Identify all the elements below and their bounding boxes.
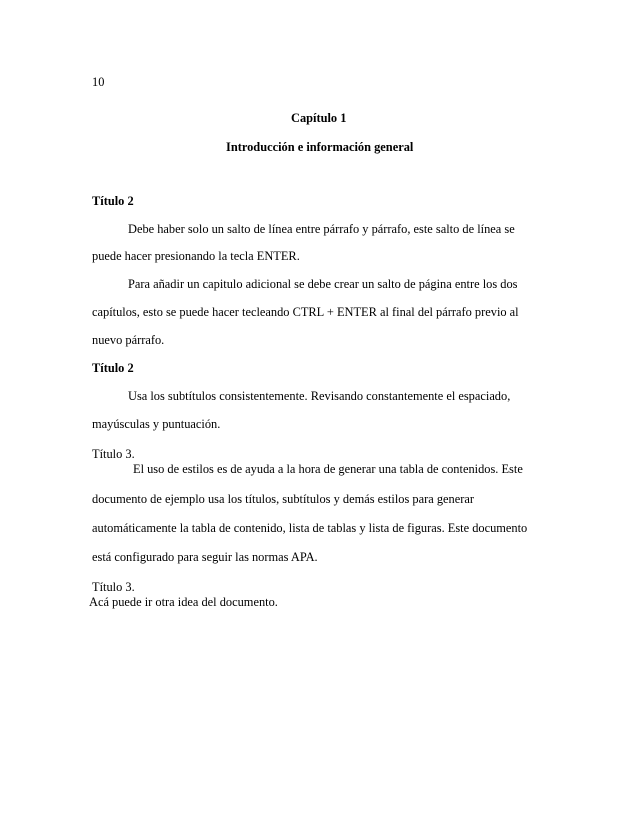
paragraph-line: está configurado para seguir las normas APA. bbox=[92, 550, 318, 564]
chapter-subtitle: Introducción e información general bbox=[226, 140, 414, 154]
section-heading: Título 2 bbox=[92, 194, 134, 208]
paragraph-line: documento de ejemplo usa los títulos, subtítulos y demás estilos para generar bbox=[92, 492, 474, 506]
paragraph-line: puede hacer presionando la tecla ENTER. bbox=[92, 249, 300, 263]
paragraph-line: nuevo párrafo. bbox=[92, 333, 165, 347]
paragraph-line: mayúsculas y puntuación. bbox=[92, 417, 221, 431]
paragraph-line: Para añadir un capitulo adicional se debe crear un salto de página entre los dos bbox=[128, 277, 518, 291]
paragraph-line: Acá puede ir otra idea del documento. bbox=[89, 595, 278, 609]
section-heading: Título 3. bbox=[92, 447, 135, 461]
paragraph-line: capítulos, esto se puede hacer tecleando CTRL + ENTER al final del párrafo previo al bbox=[92, 305, 519, 319]
section-heading: Título 2 bbox=[92, 361, 134, 375]
section-heading: Título 3. bbox=[92, 580, 135, 594]
page-number: 10 bbox=[92, 75, 105, 89]
paragraph-line: El uso de estilos es de ayuda a la hora de generar una tabla de contenidos. Este bbox=[133, 462, 523, 476]
paragraph-line: automáticamente la tabla de contenido, lista de tablas y lista de figuras. Este documento bbox=[92, 521, 528, 535]
paragraph-line: Usa los subtítulos consistentemente. Revisando constantemente el espaciado, bbox=[128, 389, 511, 403]
chapter-label: Capítulo 1 bbox=[291, 111, 347, 125]
paragraph-line: Debe haber solo un salto de línea entre párrafo y párrafo, este salto de línea se bbox=[128, 222, 515, 236]
